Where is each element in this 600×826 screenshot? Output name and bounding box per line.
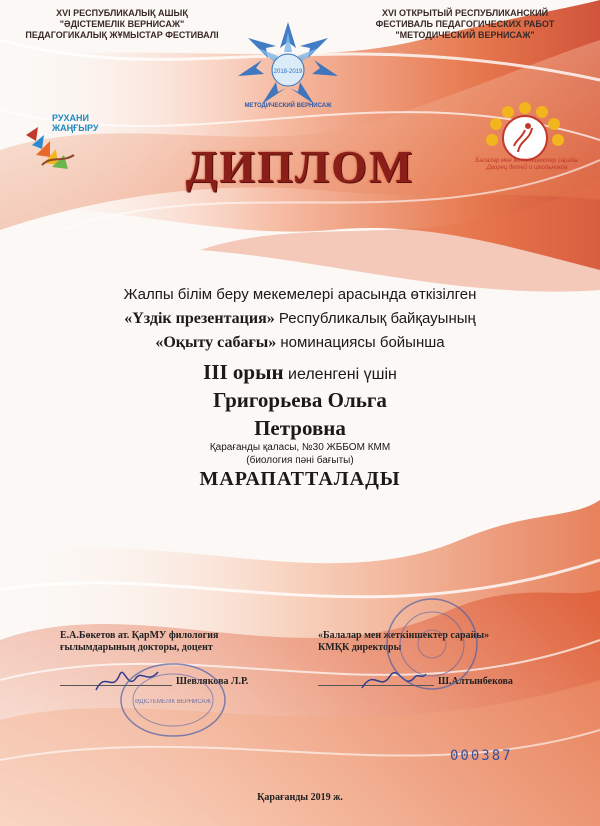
recipient-name-line-2: Петровна [254, 416, 346, 440]
stamp-right [384, 596, 480, 692]
header-left [12, 8, 232, 41]
body-line-2 [40, 310, 560, 328]
recipient-name-line-1: Григорьева Ольга [213, 388, 387, 412]
header-right-line: "МЕТОДИЧЕСКИЙ ВЕРНИСАЖ" [395, 30, 535, 40]
logo-right-caption-line: Балалар мен жеткіншектер сарайы [475, 158, 579, 164]
header-right-line: XVI ОТКРЫТЫЙ РЕСПУБЛИКАНСКИЙ [381, 8, 549, 18]
logo-left-caption-line: ЖАҢҒЫРУ [52, 123, 99, 133]
recipient-org: Қарағанды қаласы, №30 ЖББОМ КММ [209, 442, 391, 453]
body-line-3 [40, 334, 560, 352]
header-left-line: XVI РЕСПУБЛИКАЛЫҚ АШЫҚ [56, 8, 188, 18]
place-value: III орын [203, 360, 284, 384]
stamp-left [118, 660, 228, 740]
signatory-left-title [60, 630, 218, 654]
recipient-subject: (биология пәні бағыты) [246, 455, 354, 466]
footer-place-date: Қарағанды 2019 ж. [257, 792, 343, 803]
logo-center-caption: МЕТОДИЧЕСКИЙ ВЕРНИСАЖ [244, 103, 332, 109]
nomination-name: «Оқыту сабағы» [155, 334, 277, 351]
logo-left-caption-line: РУХАНИ [52, 113, 89, 123]
signatory-left-name: Шевлякова Л.Р. [176, 676, 249, 687]
place-line [40, 360, 560, 385]
body-line-1: Жалпы білім беру мекемелері арасында өткізілген [123, 286, 477, 303]
logo-right-caption-line: Дворец детей и школьников [486, 165, 568, 171]
header-right [355, 8, 575, 41]
award-word: МАРАПАТТАЛАДЫ [199, 468, 401, 490]
signatory-right-name: Ш.Алтынбекова [438, 676, 513, 687]
place-rest: иеленгені үшін [283, 366, 397, 383]
contest-name: «Үздік презентация» [124, 310, 275, 327]
contest-rest: Республикалық байқауының [274, 310, 476, 327]
signatory-left-title-line: ғылымдарының докторы, доцент [60, 642, 213, 653]
logo-left-caption [52, 113, 99, 133]
header-left-line: ПЕДАГОГИКАЛЫҚ ЖҰМЫСТАР ФЕСТИВАЛІ [25, 30, 219, 40]
header-left-line: "ӘДІСТЕМЕЛІК ВЕРНИСАЖ" [59, 19, 185, 29]
stamp-left-text: ӘДІСТЕМЕЛІК ВЕРНИСАЖ [134, 699, 212, 705]
diploma-title: ДИПЛОМ [185, 141, 415, 192]
signatory-right-title-line: КМҚК директоры [318, 642, 402, 653]
serial-number: 000387 [450, 748, 513, 764]
nomination-rest: номинациясы бойынша [276, 334, 445, 351]
signatory-left-title-line: Е.А.Бөкетов ат. ҚарМУ филология [60, 630, 219, 641]
header-right-line: ФЕСТИВАЛЬ ПЕДАГОГИЧЕСКИХ РАБОТ [375, 19, 555, 29]
signatory-right-title-line: «Балалар мен жеткіншектер сарайы» [318, 630, 490, 641]
logo-year: 2018-2019 [273, 69, 303, 75]
